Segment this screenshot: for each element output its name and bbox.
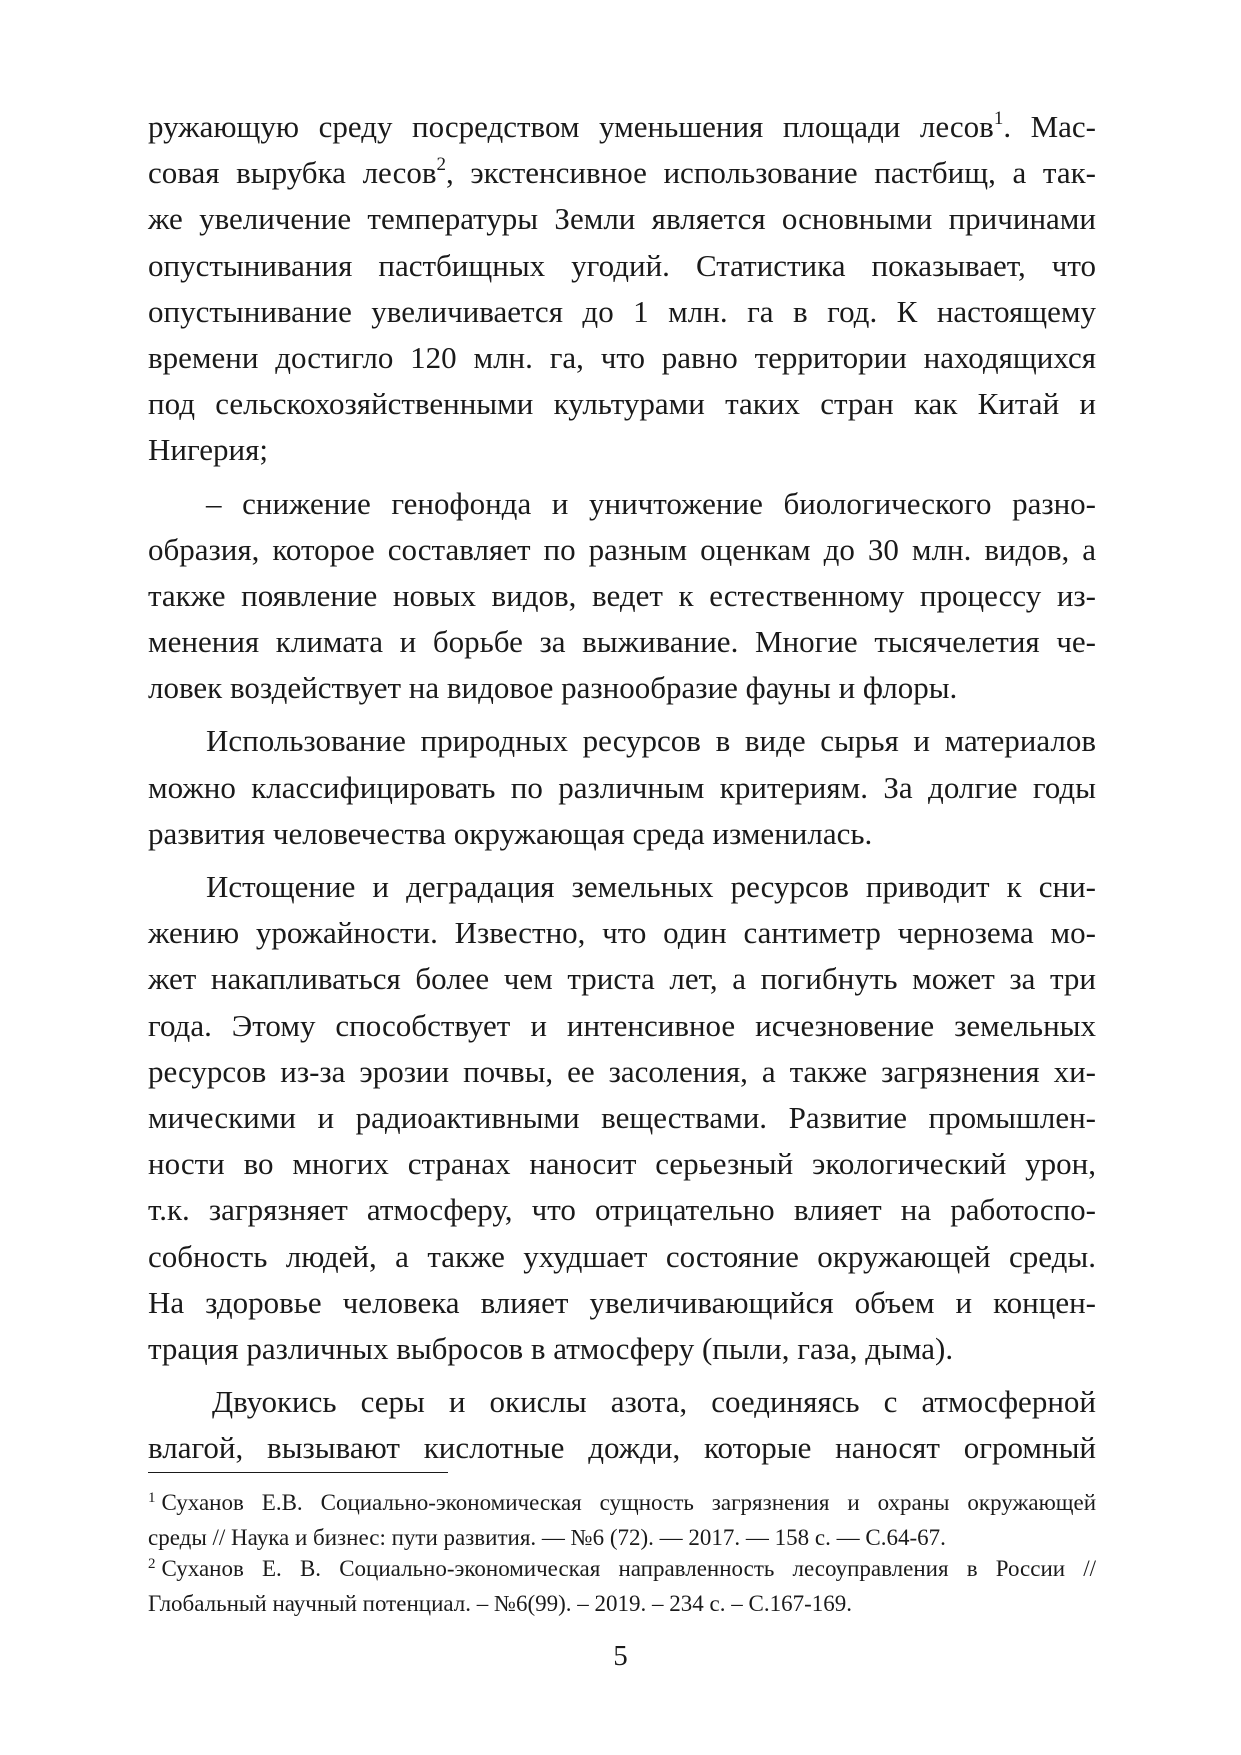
- footnote-line: $^1$ Суханов Е.В. Социально-экономическая сущность загрязнения и охраны окружающей: [148, 1490, 1096, 1515]
- text-line: ности во многих странах наносит серьезный экологический урон,: [148, 1146, 1096, 1182]
- text-line: времени достигло 120 млн. га, что равно территории находящихся: [148, 339, 1096, 375]
- text-line: развития человечества окружающая среда изменилась.: [148, 815, 873, 851]
- page-number: 5: [613, 1640, 628, 1672]
- text-line: т.к. загрязняет атмосферу, что отрицательно влияет на работоспо-: [148, 1192, 1096, 1228]
- paragraph: [148, 481, 1096, 712]
- text-line: Нигерия;: [148, 432, 269, 468]
- text-line: образия, которое составляет по разным оценкам до 30 млн. видов, а: [148, 531, 1096, 567]
- paragraph: [148, 718, 1096, 857]
- text-line: под сельскохозяйственными культурами таких стран как Китай и: [148, 386, 1096, 422]
- text-line: Использование природных ресурсов в виде сырья и материалов: [206, 723, 1096, 759]
- paragraph: [148, 104, 1096, 474]
- footnotes: [148, 1487, 1096, 1619]
- text-line: Двуокись серы и окислы азота, соединяясь с атмосферной: [212, 1384, 1096, 1420]
- text-line: опустынивания пастбищных угодий. Статистика показывает, что: [148, 247, 1096, 283]
- text-line: – снижение генофонда и уничтожение биологического разно-: [206, 485, 1096, 521]
- footnote-ref-2[interactable]: 2: [436, 153, 446, 175]
- text-line: ресурсов из-за эрозии почвы, ее засоления, а также загрязнения хи-: [148, 1053, 1096, 1089]
- footnote-mark: 1: [148, 1490, 156, 1506]
- text-line: совая вырубка лесов$^2$, экстенсивное использование пастбищ, а так-: [148, 153, 1096, 191]
- text-line: же увеличение температуры Земли является основными причинами: [148, 201, 1096, 237]
- text-line: На здоровье человека влияет увеличивающийся объем и концен-: [148, 1284, 1096, 1320]
- text-line: трация различных выбросов в атмосферу (пыли, газа, дыма).: [148, 1330, 954, 1366]
- paragraph: [148, 864, 1096, 1372]
- paragraph: [148, 1379, 1096, 1471]
- text-line: опустынивание увеличивается до 1 млн. га в год. К настоящему: [148, 293, 1096, 329]
- body-text: [148, 104, 1096, 1471]
- text-line: жет накапливаться более чем триста лет, а погибнуть может за три: [148, 961, 1096, 997]
- text-line: влагой, вызывают кислотные дожди, которые наносят огромный: [148, 1430, 1096, 1466]
- text-line: ловек воздействует на видовое разнообразие фауны и флоры.: [148, 670, 958, 706]
- text-line: жению урожайности. Известно, что один сантиметр чернозема мо-: [148, 915, 1096, 951]
- text-line: можно классифицировать по различным критериям. За долгие годы: [148, 769, 1096, 805]
- footnote-line: Глобальный научный потенциал. – №6(99). – 2019. – 234 с. – С.167-169.: [148, 1591, 852, 1616]
- text-line: мическими и радиоактивными веществами. Развитие промышлен-: [148, 1099, 1096, 1135]
- text-line: ружающую среду посредством уменьшения площади лесов$^1$. Мас-: [148, 107, 1096, 144]
- footnote-1: [148, 1487, 1096, 1553]
- text-line: Истощение и деградация земельных ресурсов приводит к сни-: [206, 869, 1096, 904]
- footnote-line: среды // Наука и бизнес: пути развития. — №6 (72). — 2017. — 158 с. — С.64-67.: [148, 1525, 946, 1550]
- footnote-line: $^2$ Суханов Е. В. Социально-экономическая направленность лесоуправления в России //: [148, 1556, 1096, 1581]
- text-line: собность людей, а также ухудшает состояние окружающей среды.: [148, 1238, 1096, 1274]
- text-line: года. Этому способствует и интенсивное исчезновение земельных: [148, 1007, 1096, 1043]
- footnote-separator: [148, 1472, 448, 1473]
- footnote-2: [148, 1553, 1096, 1619]
- footnote-mark: 2: [148, 1556, 156, 1572]
- footnote-ref-1[interactable]: 1: [993, 107, 1004, 129]
- text-line: менения климата и борьбе за выживание. Многие тысячелетия че-: [148, 624, 1096, 660]
- text-line: также появление новых видов, ведет к естественному процессу из-: [148, 577, 1096, 613]
